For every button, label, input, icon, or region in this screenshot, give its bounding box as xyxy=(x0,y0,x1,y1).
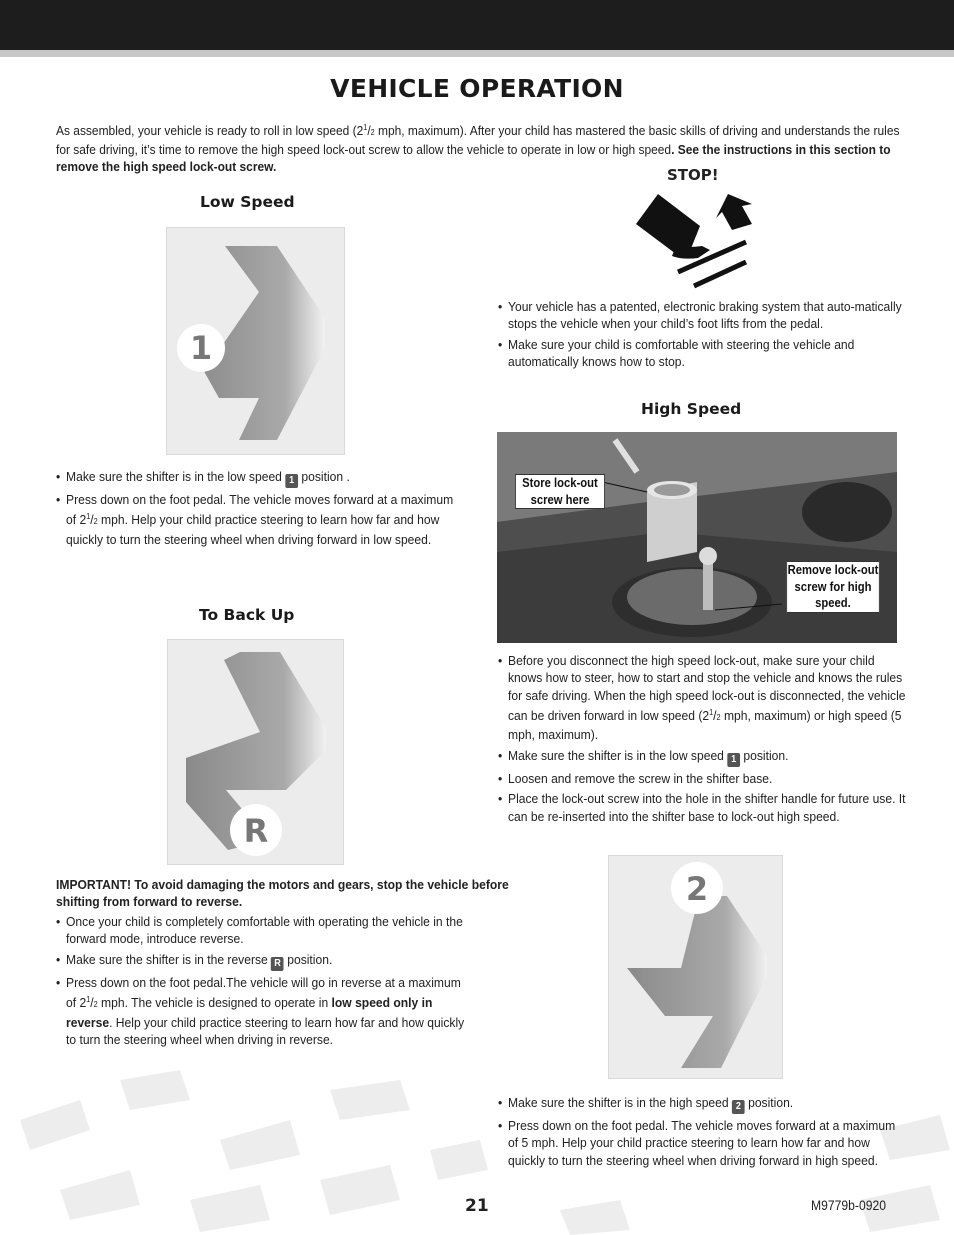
intro-paragraph: As assembled, your vehicle is ready to roll in low speed ($2^1/2$ mph, maximum). After your child has mastered the basic skills of driving and understands the rules for safe driving, it’s time to remove the high speed lock-out screw to allow the vehicle to operate in low or high speed. See the instructions in this section to remove the high speed lock-out screw. xyxy=(56,123,900,174)
shifter-base-photo xyxy=(497,432,897,643)
callout-remove-screw: Remove lock-out screw for high speed. xyxy=(786,561,880,613)
list-item: • Before you disconnect the high speed lock-out, make sure your child knows how to steer, how to start and stop the vehicle and knows the rules for safe driving. When the high speed lock-out is disconnected, the vehicle can be driven forward in low speed ($2^1/2$ mph, maximum) or high speed (5 mph, maximum). xyxy=(498,652,908,743)
list-item: • Make sure your child is comfortable with steering the vehicle and automatically knows how to stop. xyxy=(498,336,908,371)
list-item: • Place the lock-out screw into the hole in the shifter handle for future use. It can be re-inserted into the shifter base to lock-out high speed. xyxy=(498,790,908,825)
page-title: VEHICLE OPERATION xyxy=(330,74,624,103)
high-speed-heading: High Speed xyxy=(641,400,742,418)
list-item: • Make sure the shifter is in the low speed 1 position . xyxy=(56,468,466,488)
list-item: • Loosen and remove the screw in the shifter base. xyxy=(498,770,908,787)
back-up-heading: To Back Up xyxy=(199,606,295,624)
list-item: • Make sure the shifter is in the high speed 2 position. xyxy=(498,1094,908,1114)
stop-label: STOP! xyxy=(667,166,719,184)
back-up-bullets xyxy=(56,913,466,1051)
high-speed-shifter-illustration xyxy=(608,855,783,1079)
gear-2-glyph: 2 xyxy=(685,870,709,908)
header-bar xyxy=(0,0,954,50)
gear-1-glyph: 1 xyxy=(189,329,213,367)
list-item: • Press down on the foot pedal.The vehicle will go in reverse at a maximum of $2^1/2$ mph. The vehicle is designed to operate in low speed only in reverse. Help your child practice steering to learn how far and how quickly to turn the steering wheel when driving in reverse. xyxy=(56,974,466,1048)
gear-1-icon: 1 xyxy=(727,753,740,767)
important-warning: IMPORTANT! To avoid damaging the motors and gears, stop the vehicle before shifting from forward to reverse. xyxy=(56,877,509,910)
list-item: • Once your child is completely comfortable with operating the vehicle in the forward mode, introduce reverse. xyxy=(56,913,466,948)
list-item: • Press down on the foot pedal. The vehicle moves forward at a maximum of 5 mph. Help your child practice steering to learn how far and how quickly to turn the steering wheel when driving forward in high speed. xyxy=(498,1117,908,1169)
list-item: • Make sure the shifter is in the low speed 1 position. xyxy=(498,747,908,767)
high-speed-bullets xyxy=(498,652,908,828)
stop-bullets xyxy=(498,298,908,374)
reverse-shifter-illustration xyxy=(167,639,344,865)
gear-r-glyph: R xyxy=(243,812,269,850)
list-item: • Your vehicle has a patented, electronic braking system that auto-matically stops the vehicle when your child’s foot lifts from the pedal. xyxy=(498,298,908,333)
list-item: • Press down on the foot pedal. The vehicle moves forward at a maximum of $2^1/2$ mph. Help your child practice steering to learn how far and how quickly to turn the steering wheel when driving forward in low speed. xyxy=(56,491,466,548)
foot-off-pedal-icon xyxy=(628,186,760,296)
page-number: 21 xyxy=(465,1196,489,1216)
list-item: • Make sure the shifter is in the reverse R position. xyxy=(56,951,466,971)
header-rule xyxy=(0,50,954,57)
low-speed-shifter-illustration xyxy=(166,227,345,455)
low-speed-heading: Low Speed xyxy=(200,193,295,211)
callout-store-screw: Store lock-out screw here xyxy=(515,474,605,509)
low-speed-bullets xyxy=(56,468,466,551)
gear-r-icon: R xyxy=(271,957,284,971)
high-speed-bullets-2 xyxy=(498,1094,908,1172)
document-id: M9779b-0920 xyxy=(811,1198,886,1213)
gear-2-icon: 2 xyxy=(732,1100,745,1114)
gear-1-icon: 1 xyxy=(285,474,298,488)
